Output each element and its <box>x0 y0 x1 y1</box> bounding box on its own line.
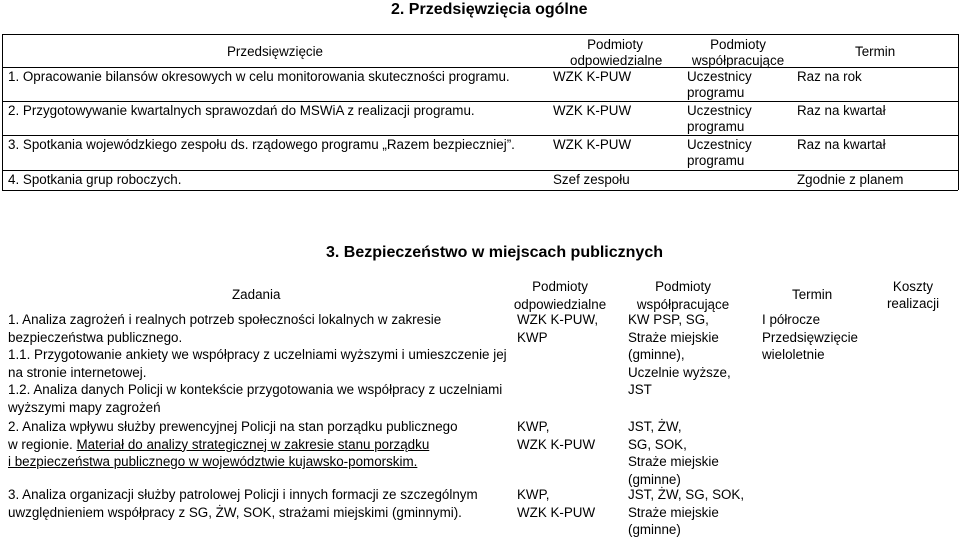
section-2-title: 2. Przedsięwzięcia ogólne <box>391 1 588 18</box>
table-row-task: 4. Spotkania grup roboczych. <box>8 172 182 187</box>
column-header-term: Termin <box>792 287 833 302</box>
table-rule <box>2 135 958 136</box>
table-rule <box>2 190 958 191</box>
task-item-2-responsible: KWP, WZK K-PUW <box>517 419 596 452</box>
underlined-text: Materiał do analizy strategicznej w zakresie stanu porządku <box>76 436 430 452</box>
table-row-task: 2. Przygotowywanie kwartalnych sprawozdań do MSWiA z realizacji programu. <box>8 103 475 118</box>
table-rule <box>958 34 959 190</box>
table-rule <box>2 34 3 190</box>
table-rule <box>2 101 958 102</box>
task-item-2: 2. Analiza wpływu służby prewencyjnej Policji na stan porządku publicznego w regionie. Materiał do analizy strategicznej w zakresie stanu porządku i bezpieczeństwa publicznego w województwie kujawsko-pomorskim. <box>8 419 458 469</box>
task-item-3: 3. Analiza organizacji służby patrolowej Policji i innych formacji ze szczególnym uwzględnieniem współpracy z SG, ŻW, SOK, strażami miejskimi (gminnymi). <box>8 487 478 520</box>
column-header-task: Przedsięwzięcie <box>227 44 324 59</box>
column-header-responsible: Podmioty odpowiedzialne <box>570 37 663 68</box>
table-row-term: Raz na kwartał <box>797 103 886 118</box>
table-row-term: Zgodnie z planem <box>797 172 904 187</box>
table-rule <box>2 170 958 171</box>
task-item-3-responsible: KWP, WZK K-PUW <box>517 487 596 520</box>
table-row-responsible: WZK K-PUW <box>553 69 632 84</box>
table-row-cooperating: Uczestnicy programu <box>687 69 752 100</box>
task-item-3-cooperating: JST, ŻW, SG, SOK, Straże miejskie (gminne) <box>628 487 745 537</box>
table-row-task: 3. Spotkania wojewódzkiego zespołu ds. rządowego programu „Razem bezpieczniej”. <box>8 137 515 152</box>
column-header-cooperating: Podmioty współpracujące <box>636 279 730 312</box>
column-header-tasks: Zadania <box>232 287 281 302</box>
table-row-task: 1. Opracowanie bilansów okresowych w celu monitorowania skuteczności programu. <box>8 69 510 84</box>
table-rule <box>2 67 958 68</box>
table-row-responsible: WZK K-PUW <box>553 137 632 152</box>
table-row-responsible: WZK K-PUW <box>553 103 632 118</box>
column-header-costs: Koszty realizacji <box>886 279 940 311</box>
table-row-responsible: Szef zespołu <box>553 172 630 187</box>
table-row-term: Raz na rok <box>797 69 862 84</box>
table-rule <box>2 34 958 35</box>
section-3-title: 3. Bezpieczeństwo w miejscach publicznych <box>326 244 663 261</box>
underlined-text: i bezpieczeństwa publicznego w województwie kujawsko-pomorskim. <box>8 454 418 469</box>
column-header-cooperating: Podmioty współpracujące <box>691 37 785 68</box>
task-item-2-cooperating: JST, ŻW, SG, SOK, Straże miejskie (gminne) <box>628 419 719 487</box>
task-item-1: 1. Analiza zagrożeń i realnych potrzeb społeczności lokalnych w zakresie bezpieczeństwa publicznego. 1.1. Przygotowanie ankiety we współpracy z uczelniami wyższymi i umieszczenie jej na stronie internetowej. 1.2. Analiza danych Policji w kontekście przygotowania we współpracy z uczelniami wyższymi mapy zagrożeń <box>8 312 507 415</box>
column-header-term: Termin <box>855 44 896 59</box>
task-item-1-cooperating: KW PSP, SG, Straże miejskie (gminne), Uczelnie wyższe, JST <box>628 312 731 397</box>
column-header-responsible: Podmioty odpowiedzialne <box>513 279 607 312</box>
table-row-cooperating: Uczestnicy programu <box>687 103 752 134</box>
task-item-1-term: I półrocze Przedsięwzięcie wieloletnie <box>762 312 859 362</box>
task-item-1-responsible: WZK K-PUW, KWP <box>517 312 599 345</box>
table-row-term: Raz na kwartał <box>797 137 886 152</box>
table-row-cooperating: Uczestnicy programu <box>687 137 752 168</box>
